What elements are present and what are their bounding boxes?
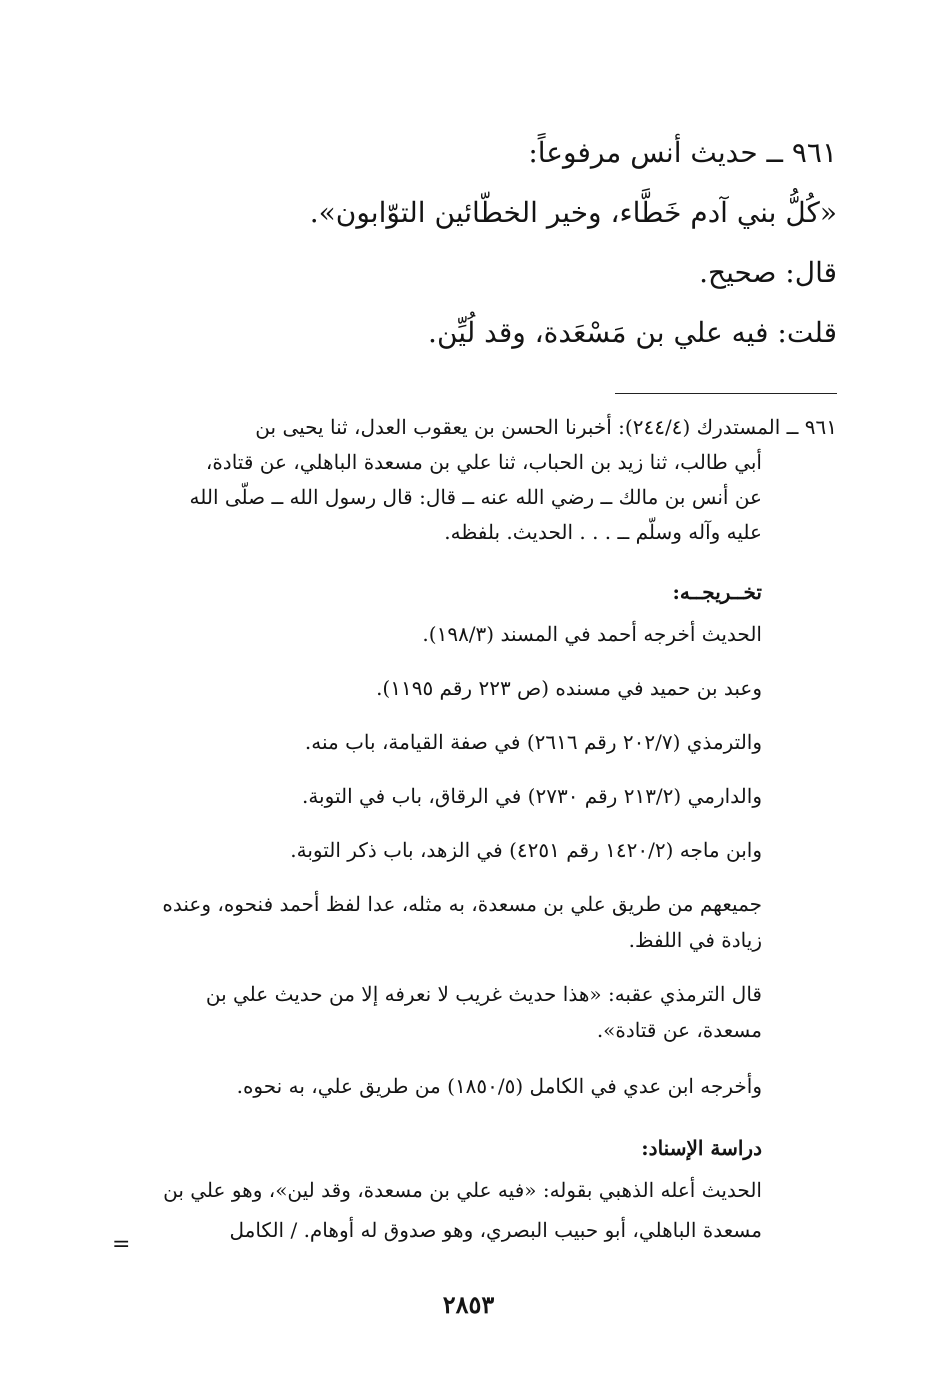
takhrij-line: وابن ماجه (١٤٢٠/٢ رقم ٤٢٥١) في الزهد، باب ذكر التوبة.	[290, 838, 762, 862]
page-number: ٢٨٥٣	[442, 1290, 495, 1319]
footnote-line: عن أنس بن مالك ــ رضي الله عنه ــ قال: قال رسول الله ــ صلّى الله	[189, 485, 762, 509]
footnote-line: ٩٦١ ــ المستدرك (٢٤٤/٤): أخبرنا الحسن بن يعقوب العدل، ثنا يحيى بن	[255, 415, 837, 439]
dirasa-line: مسعدة الباهلي، أبو حبيب البصري، وهو صدوق له أوهام. / الكامل	[229, 1218, 762, 1242]
takhrij-heading: تخــريجــه:	[672, 580, 762, 604]
takhrij-line: الحديث أخرجه أحمد في المسند (١٩٨/٣).	[422, 622, 762, 646]
takhrij-line: جميعهم من طريق علي بن مسعدة، به مثله، عدا لفظ أحمد فنحوه، وعنده	[162, 892, 762, 916]
takhrij-line: وأخرجه ابن عدي في الكامل (١٨٥٠/٥) من طريق علي، به نحوه.	[236, 1074, 762, 1098]
takhrij-line: قال الترمذي عقبه: «هذا حديث غريب لا نعرفه إلا من حديث علي بن	[205, 982, 762, 1006]
takhrij-line: وعبد بن حميد في مسنده (ص ٢٢٣ رقم ١١٩٥).	[376, 676, 762, 700]
hadith-text: «كُلُّ بني آدم خَطَّاء، وخير الخطّائين التوّابون».	[309, 196, 837, 229]
takhrij-line: والدارمي (٢١٣/٢ رقم ٢٧٣٠) في الرقاق، باب في التوبة.	[301, 784, 762, 808]
footnote-line: أبي طالب، ثنا زيد بن الحباب، ثنا علي بن مسعدة الباهلي، عن قتادة،	[205, 450, 762, 474]
dirasa-heading: دراسة الإسناد:	[641, 1136, 762, 1160]
hadith-heading: ٩٦١ ــ حديث أنس مرفوعاً:	[528, 136, 837, 169]
qala-line: قال: صحيح.	[699, 256, 837, 289]
takhrij-line: زيادة في اللفظ.	[628, 928, 762, 952]
footnote-line: عليه وآله وسلّم ــ . . . الحديث. بلفظه.	[444, 520, 762, 544]
dirasa-line: الحديث أعله الذهبي بقوله: «فيه علي بن مسعدة، وقد لين»، وهو علي بن	[163, 1178, 762, 1202]
footnote-separator	[615, 393, 837, 394]
takhrij-line: مسعدة، عن قتادة».	[596, 1018, 762, 1042]
continuation-mark: =	[112, 1232, 131, 1257]
takhrij-line: والترمذي (٢٠٢/٧ رقم ٢٦١٦) في صفة القيامة، باب منه.	[304, 730, 762, 754]
qultu-line: قلت: فيه علي بن مَسْعَدة، وقد لُيِّن.	[428, 316, 837, 349]
